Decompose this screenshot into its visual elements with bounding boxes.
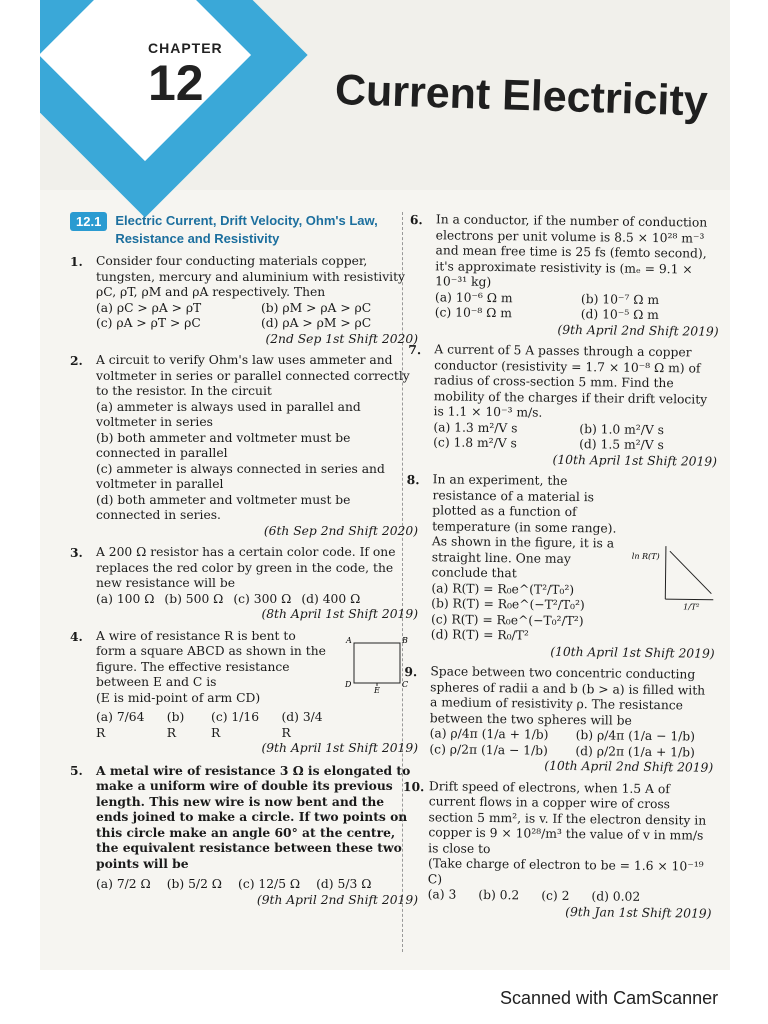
question-3 [70,545,418,623]
option-d: (d) R(T) = R₀/T² [430,627,529,643]
question-source: (9th April 2nd Shift 2019) [557,322,719,339]
options [96,710,328,741]
option-a: (a) ρC > ρA > ρT [96,300,202,315]
options [433,420,717,454]
section-heading [70,212,418,248]
question-number: 2. [70,353,83,368]
option-a: (a) 7/2 Ω [96,877,151,891]
question-text: A 200 Ω resistor has a certain color code. If one replaces the red color by green in the code, the new resistance will be [96,545,396,590]
question-8 [405,472,717,662]
option-d: (d) 0.02 [591,889,641,904]
question-text: In an experiment, the resistance of a material is plotted as a function of temperature (in some range). As shown in the figure, it is a straight line. One may conclude that [431,472,617,581]
question-source: (9th April 2nd Shift 2019) [256,892,418,907]
option-d: (d) both ammeter and voltmeter must be connected in series. [96,492,351,522]
question-note: (E is mid-point of arm CD) [96,690,261,705]
question-text: A circuit to verify Ohm's law uses ammeter and voltmeter in series or parallel connected correctly to the resistor. In the circuit [96,353,410,398]
option-b: (b) both ammeter and voltmeter must be connected in parallel [96,430,351,460]
question-note: (Take charge of electron to be = 1.6 × 10⁻¹⁹ C) [427,856,704,886]
options [96,592,418,608]
options [429,726,713,760]
option-a: (a) 3 [427,887,457,902]
chapter-number: 12 [148,55,204,111]
question-source: (9th Jan 1st Shift 2019) [565,904,712,921]
option-b: (b) 10⁻⁷ Ω m [580,291,660,307]
right-column [401,212,720,928]
question-source: (9th April 1st Shift 2019) [261,741,418,755]
y-axis-label: ln R(T) [631,551,660,562]
option-a: (a) 7/64 R [96,710,145,740]
option-c: (c) R(T) = R₀e^(−T₀²/T²) [430,611,584,628]
option-b: (b) ρ/4π (1/a − 1/b) [575,728,696,744]
question-1 [70,254,418,347]
question-text: A wire of resistance R is bent to form a square ABCD as shown in the figure. The effective resistance between E and C is [96,628,326,689]
question-number: 1. [70,254,83,269]
option-c: (c) 1.8 m²/V s [433,435,517,451]
chapter-title: Current Electricity [334,66,709,126]
option-c: (c) 1/16 R [211,710,260,740]
question-text: A current of 5 A passes through a copper conductor (resistivity = 1.7 × 10⁻⁸ Ω m) of radius of cross-section 5 mm. Find the mobility of the charges if their drift velocity is 1.1 × 10⁻³ m/s. [433,342,708,420]
option-a: (a) 1.3 m²/V s [433,419,518,435]
question-text: Space between two concentric conducting spheres of radii a and b (b > a) is filled with a medium of resistivity ρ. The resistance between the two spheres will be [429,664,706,728]
option-b: (b) ρM > ρA > ρC [261,300,372,315]
question-text: Consider four conducting materials copper, tungsten, mercury and aluminium with resistivity ρC, ρT, ρM and ρA respectively. Then [96,254,406,299]
option-d: (d) ρA > ρM > ρC [261,316,372,330]
question-text: Drift speed of electrons, when 1.5 A of current flows in a copper wire of cross section 5 mm², is v. If the electron density in copper is 9 × 10²⁸/m³ the value of v in mm/s is close to [428,778,707,856]
square-abcd-figure [342,633,412,693]
question-2 [70,353,418,539]
question-source: (10th April 2nd Shift 2019) [544,758,714,775]
document-page [40,0,730,970]
options [435,290,719,324]
label-d: D [345,679,352,689]
question-text: In a conductor, if the number of conduction electrons per unit volume is 8.5 × 10²⁸ m⁻³ and mean free time is 25 fs (femto second), it's approximate resistivity is (mₑ = 9.1 × 10⁻³¹ kg) [435,212,708,289]
option-c: (c) ρA > ρT > ρC [96,316,201,330]
options [96,877,418,893]
question-source: (2nd Sep 1st Shift 2020) [265,331,418,346]
section-title: Electric Current, Drift Velocity, Ohm's Law, Resistance and Resistivity [115,213,378,246]
resistance-temperature-graph [631,541,716,612]
question-source: (10th April 1st Shift 2019) [552,452,718,469]
option-b: (b) 0.2 [478,887,520,903]
option-d: (d) 1.5 m²/V s [579,437,664,453]
label-b: B [402,635,408,645]
x-axis-label: 1/T² [683,602,700,612]
option-d: (d) 5/3 Ω [316,877,372,891]
question-number: 8. [406,471,420,488]
section-number: 12.1 [70,212,107,231]
option-b: (b) R(T) = R₀e^(−T²/T₀²) [431,596,585,613]
scanner-watermark: Scanned with CamScanner [500,988,719,1008]
option-a: (a) ammeter is always used in parallel and voltmeter in series [96,399,361,429]
chapter-label: CHAPTER [148,40,223,56]
question-text: A metal wire of resistance 3 Ω is elongated to make a uniform wire of double its previous length. This new wire is now bent and the ends joined to make a circle. If two points on this circle make an angle 60° at the centre, the equivalent resistance between these two points will be [96,762,411,871]
option-b: (b) 1.0 m²/V s [579,421,665,437]
question-number: 3. [70,545,83,560]
option-c: (c) ρ/2π (1/a − 1/b) [429,741,548,758]
question-7 [407,342,718,470]
question-4 [70,629,418,757]
option-c: (c) 2 [541,888,570,903]
label-c: C [402,679,409,689]
option-c: (c) 10⁻⁸ Ω m [434,305,512,321]
question-9 [403,664,714,776]
question-number: 7. [408,341,422,358]
option-c: (c) ammeter is always connected in series and voltmeter in parallel [96,461,385,491]
label-a: A [346,635,352,645]
left-column [70,212,418,914]
question-10 [401,778,713,921]
options [96,301,418,332]
question-6 [408,212,719,340]
option-b: (b) R [166,710,185,740]
option-a: (a) 10⁻⁶ Ω m [434,289,513,305]
question-source: (10th April 1st Shift 2019) [550,644,715,661]
option-d: (d) 400 Ω [301,591,361,606]
question-number: 6. [409,212,423,228]
question-number: 9. [404,663,418,680]
option-b: (b) 5/2 Ω [166,877,223,891]
option-a: (a) 100 Ω [96,591,155,606]
question-number: 4. [70,628,83,644]
question-source: (6th Sep 2nd Shift 2020) [263,523,418,538]
question-number: 10. [402,778,425,794]
option-d: (d) 10⁻⁵ Ω m [580,307,659,323]
option-a: (a) ρ/4π (1/a + 1/b) [429,726,549,742]
label-e: E [374,685,380,693]
option-b: (b) 500 Ω [164,591,224,606]
question-5 [70,763,418,909]
option-c: (c) 12/5 Ω [238,877,301,891]
option-d: (d) ρ/2π (1/a + 1/b) [575,743,695,760]
question-source: (8th April 1st Shift 2019) [261,607,418,621]
option-c: (c) 300 Ω [233,591,292,606]
option-a: (a) R(T) = R₀e^(T²/T₀²) [431,580,575,597]
option-d: (d) 3/4 R [281,710,323,740]
question-number: 5. [70,762,83,778]
